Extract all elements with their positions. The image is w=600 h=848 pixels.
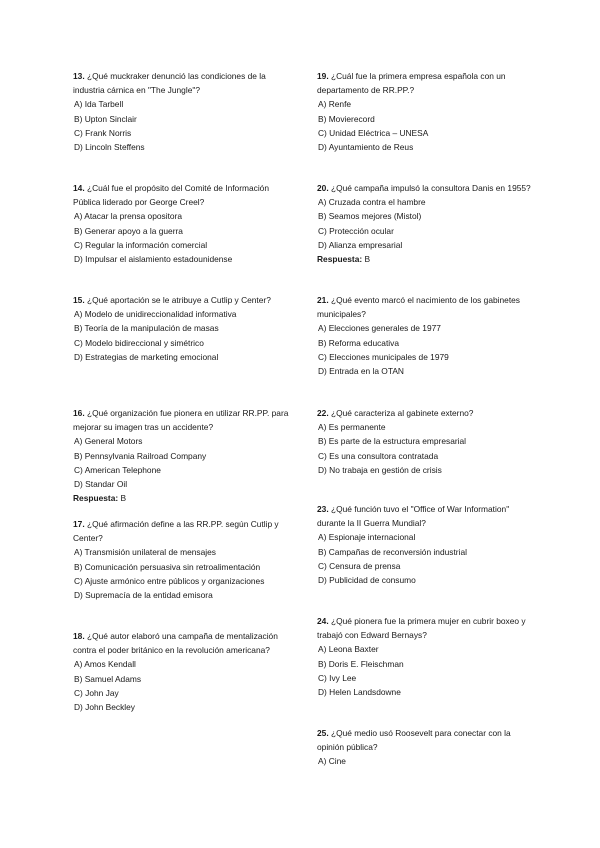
option-b: B) Reforma educativa: [318, 337, 399, 348]
option-d: D) Helen Landsdowne: [318, 687, 401, 698]
option-c: C) Regular la información comercial: [74, 239, 208, 250]
answer-line: Respuesta: B: [73, 493, 127, 504]
option-c: C) Frank Norris: [74, 127, 132, 138]
option-b: B) Pennsylvania Railroad Company: [74, 450, 207, 461]
option-d: D) No trabaja en gestión de crisis: [318, 464, 442, 475]
option-a: A) Ida Tarbell: [74, 99, 124, 110]
option-a: A) Renfe: [318, 99, 352, 110]
option-c: C) Unidad Eléctrica – UNESA: [318, 127, 429, 138]
question-stem: 24. ¿Qué pionera fue la primera mujer en cubrir boxeo y trabajó con Edward Bernays?: [317, 616, 526, 641]
question-15: [73, 293, 293, 364]
option-d: D) Estrategias de marketing emocional: [74, 351, 219, 362]
option-c: C) Protección ocular: [318, 225, 394, 236]
question-23: [317, 502, 537, 587]
option-a: A) Atacar la prensa opositora: [74, 211, 183, 222]
question-stem: 22. ¿Qué caracteriza al gabinete externo?: [317, 408, 474, 418]
question-22: [317, 406, 537, 477]
option-c: C) Ivy Lee: [318, 672, 357, 683]
question-20: [317, 181, 537, 266]
option-d: D) Ayuntamiento de Reus: [318, 142, 414, 153]
option-a: A) Elecciones generales de 1977: [318, 323, 441, 334]
option-d: D) Supremacía de la entidad emisora: [74, 590, 213, 601]
question-21: [317, 293, 537, 378]
question-stem: 18. ¿Qué autor elaboró una campaña de mentalización contra el poder británico en la revolución americana?: [73, 631, 278, 656]
option-a: A) Espionaje internacional: [318, 532, 416, 543]
option-d: D) Lincoln Steffens: [74, 142, 145, 153]
question-24: [317, 614, 537, 699]
question-stem: 16. ¿Qué organización fue pionera en utilizar RR.PP. para mejorar su imagen tras un accidente?: [73, 408, 289, 433]
option-a: A) Modelo de unidireccionalidad informativa: [74, 309, 237, 320]
option-a: A) Leona Baxter: [318, 644, 379, 655]
option-c: C) American Telephone: [74, 464, 161, 475]
question-19: [317, 69, 537, 154]
question-25: [317, 726, 537, 769]
option-b: B) Doris E. Fleischman: [318, 658, 404, 669]
option-d: D) Entrada en la OTAN: [318, 366, 404, 377]
option-d: D) Impulsar el aislamiento estadounidense: [74, 254, 233, 265]
question-stem: 20. ¿Qué campaña impulsó la consultora Danis en 1955?: [317, 183, 531, 193]
option-a: A) Transmisión unilateral de mensajes: [74, 547, 216, 558]
option-c: C) Elecciones municipales de 1979: [318, 351, 449, 362]
option-b: B) Seamos mejores (Mistol): [318, 211, 422, 222]
option-a: A) Cruzada contra el hambre: [318, 197, 426, 208]
option-a: A) Amos Kendall: [74, 659, 136, 670]
option-c: C) Modelo bidireccional y simétrico: [74, 337, 204, 348]
option-b: B) Es parte de la estructura empresarial: [318, 436, 467, 447]
option-b: B) Campañas de reconversión industrial: [318, 546, 467, 557]
question-16: [73, 406, 293, 505]
option-d: D) Alianza empresarial: [318, 239, 403, 250]
question-17: [73, 517, 293, 602]
option-a: A) Es permanente: [318, 422, 386, 433]
question-13: [73, 69, 293, 154]
option-b: B) Teoría de la manipulación de masas: [74, 323, 219, 334]
question-stem: 17. ¿Qué afirmación define a las RR.PP. según Cutlip y Center?: [73, 519, 279, 544]
question-18: [73, 629, 293, 714]
option-b: B) Samuel Adams: [74, 673, 142, 684]
option-b: B) Upton Sinclair: [74, 113, 137, 124]
option-b: B) Generar apoyo a la guerra: [74, 225, 183, 236]
option-d: D) Standar Oil: [74, 479, 128, 490]
question-stem: 21. ¿Qué evento marcó el nacimiento de los gabinetes municipales?: [317, 295, 520, 320]
option-a: A) Cine: [318, 756, 346, 767]
question-stem: 13. ¿Qué muckraker denunció las condiciones de la industria cárnica en "The Jungle"?: [73, 71, 266, 96]
option-c: C) Ajuste armónico entre públicos y organizaciones: [74, 575, 265, 586]
option-c: C) Es una consultora contratada: [318, 450, 439, 461]
option-c: C) John Jay: [74, 687, 119, 698]
question-stem: 14. ¿Cuál fue el propósito del Comité de Información Pública liderado por George Creel?: [73, 183, 270, 208]
option-c: C) Censura de prensa: [318, 560, 401, 571]
option-a: A) General Motors: [74, 436, 143, 447]
option-b: B) Movierecord: [318, 113, 375, 124]
question-stem: 19. ¿Cuál fue la primera empresa española con un departamento de RR.PP.?: [317, 71, 506, 96]
question-stem: 23. ¿Qué función tuvo el "Office of War Information" durante la II Guerra Mundial?: [317, 504, 510, 529]
option-d: D) John Beckley: [74, 702, 135, 713]
question-stem: 25. ¿Qué medio usó Roosevelt para conectar con la opinión pública?: [317, 728, 511, 753]
option-b: B) Comunicación persuasiva sin retroalimentación: [74, 561, 261, 572]
question-14: [73, 181, 293, 266]
option-d: D) Publicidad de consumo: [318, 575, 416, 586]
answer-line: Respuesta: B: [317, 254, 371, 265]
question-stem: 15. ¿Qué aportación se le atribuye a Cutlip y Center?: [73, 295, 271, 305]
